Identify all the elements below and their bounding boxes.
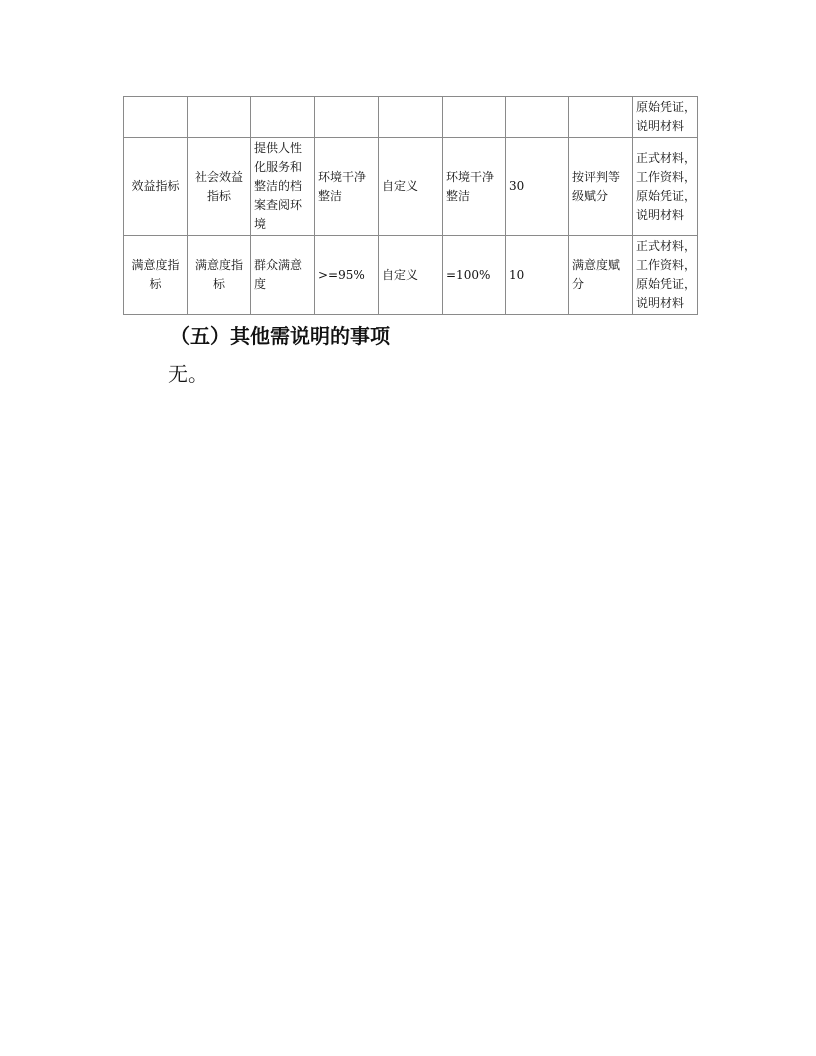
evidence-line: 说明材料 <box>636 207 685 222</box>
table-cell-method: 满意度赋分 <box>569 236 633 315</box>
table-row <box>124 138 698 236</box>
table-cell-type: 自定义 <box>379 236 443 315</box>
evidence-line: 原始凭证， <box>636 188 697 203</box>
table-cell-actual <box>443 97 506 138</box>
table-cell-target <box>315 97 379 138</box>
table-cell-level2 <box>188 97 251 138</box>
table-cell-actual: =100% <box>443 236 506 315</box>
evidence-line: 原始凭证， <box>636 277 697 291</box>
table-cell-actual: 环境干净整洁 <box>443 138 506 236</box>
evidence-line: 说明材料 <box>636 119 685 133</box>
evidence-line: 正式材料， <box>636 150 697 165</box>
table-cell-type <box>379 97 443 138</box>
table-row <box>124 97 698 138</box>
table-cell-level1 <box>124 97 188 138</box>
table-cell-level3: 群众满意度 <box>251 236 315 315</box>
table-cell-level2: 社会效益指标 <box>188 138 251 236</box>
evidence-line: 原始凭证， <box>636 100 697 114</box>
evidence-line: 工作资料， <box>636 169 697 184</box>
table-cell-target: 环境干净整洁 <box>315 138 379 236</box>
table-cell-evidence <box>633 138 698 236</box>
table-cell-method <box>569 97 633 138</box>
table-cell-target: >=95% <box>315 236 379 315</box>
table-cell-weight: 10 <box>506 236 569 315</box>
table-cell-method: 按评判等级赋分 <box>569 138 633 236</box>
table-cell-evidence <box>633 97 698 138</box>
section-heading: （五）其他需说明的事项 <box>170 324 390 348</box>
table-cell-evidence <box>633 236 698 315</box>
table-cell-level2: 满意度指标 <box>188 236 251 315</box>
table-row <box>124 236 698 315</box>
evidence-line: 工作资料， <box>636 258 697 272</box>
evidence-line: 正式材料， <box>636 239 697 253</box>
table-cell-level3 <box>251 97 315 138</box>
table-cell-type: 自定义 <box>379 138 443 236</box>
table-cell-weight: 30 <box>506 138 569 236</box>
table-cell-weight <box>506 97 569 138</box>
table-cell-level1: 效益指标 <box>124 138 188 236</box>
section-body-text: 无。 <box>168 362 208 386</box>
performance-indicator-table <box>123 96 698 315</box>
evidence-line: 说明材料 <box>636 296 685 310</box>
table-cell-level1: 满意度指标 <box>124 236 188 315</box>
table-cell-level3: 提供人性化服务和整洁的档案查阅环境 <box>251 138 315 236</box>
